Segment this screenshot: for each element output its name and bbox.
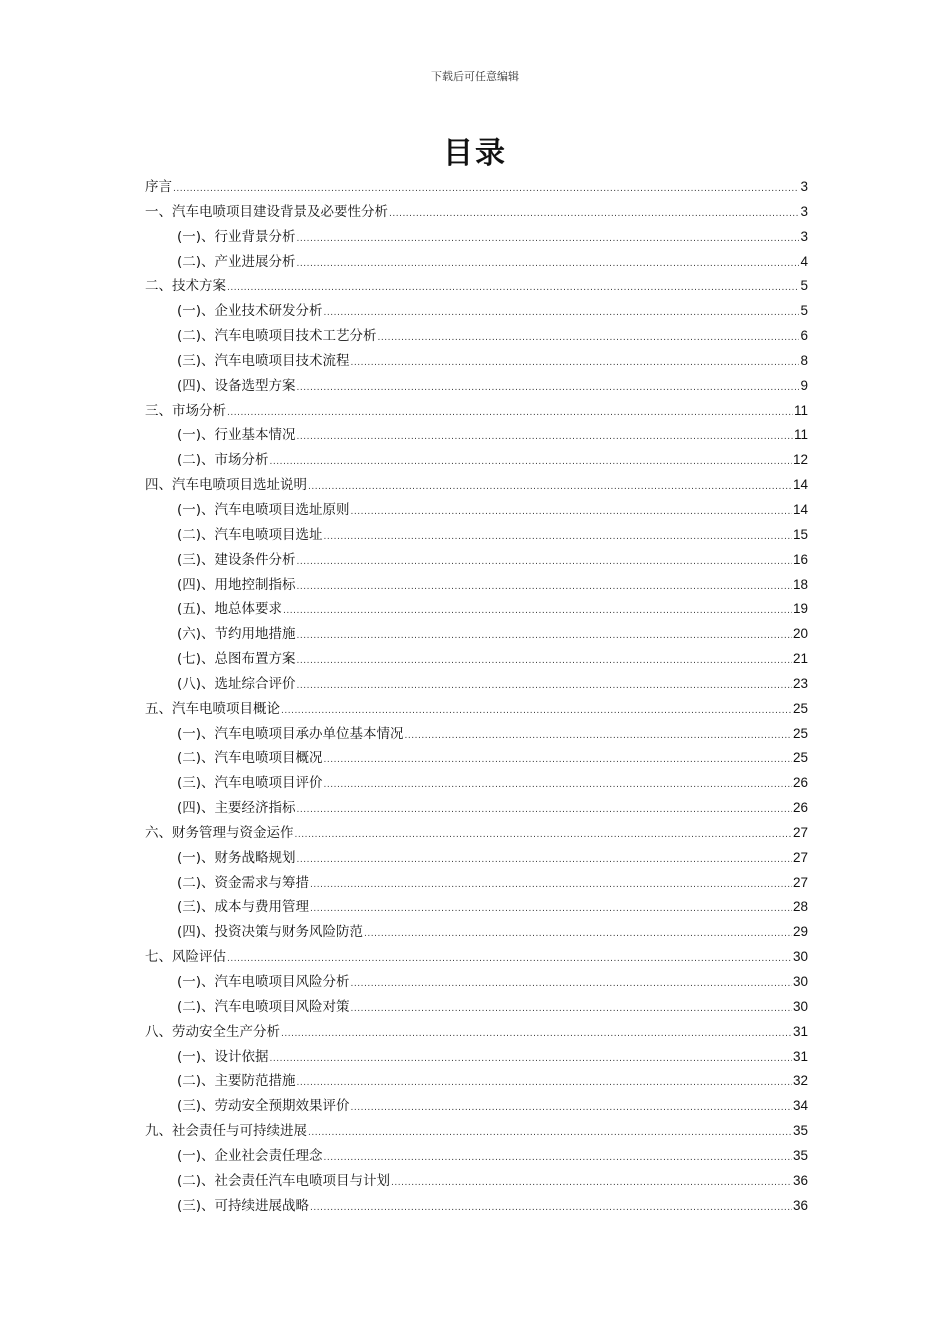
- toc-entry-page: 15: [792, 526, 808, 542]
- dot-leader: [351, 1096, 792, 1121]
- toc-entry[interactable]: [145, 1069, 808, 1094]
- toc-entry-page: 30: [792, 998, 808, 1014]
- toc-entry[interactable]: [145, 324, 808, 349]
- dot-leader: [364, 922, 792, 947]
- toc-entry-title: (一)、财务战略规划: [177, 849, 296, 866]
- toc-entry-title: (四)、主要经济指标: [177, 800, 296, 817]
- toc-entry-page: 21: [792, 651, 808, 667]
- toc-entry-title: (二)、资金需求与筹措: [177, 874, 310, 891]
- toc-entry[interactable]: [145, 498, 808, 523]
- toc-entry[interactable]: [145, 523, 808, 548]
- toc-entry-title: (二)、社会责任汽车电喷项目与计划: [177, 1172, 391, 1189]
- toc-entry[interactable]: [145, 1194, 808, 1219]
- toc-entry-title: 序言: [145, 179, 172, 195]
- toc-entry-title: (一)、行业背景分析: [177, 228, 296, 245]
- toc-entry[interactable]: [145, 796, 808, 821]
- toc-entry[interactable]: [145, 622, 808, 647]
- toc-entry-title: (三)、建设条件分析: [177, 551, 296, 568]
- toc-entry[interactable]: [145, 920, 808, 945]
- toc-entry-page: 5: [800, 303, 808, 319]
- toc-entry[interactable]: [145, 1119, 808, 1144]
- dot-leader: [227, 276, 799, 301]
- toc-entry[interactable]: [145, 945, 808, 970]
- toc-entry-page: 36: [792, 1197, 808, 1213]
- dot-leader: [297, 848, 792, 873]
- dot-leader: [297, 227, 800, 252]
- toc-entry-page: 25: [792, 725, 808, 741]
- toc-entry-title: (三)、可持续进展战略: [177, 1197, 310, 1214]
- toc-entry-page: 20: [792, 626, 808, 642]
- toc-entry-title: (五)、地总体要求: [177, 601, 283, 618]
- dot-leader: [308, 1121, 792, 1146]
- toc-entry-page: 31: [792, 1023, 808, 1039]
- dot-leader: [270, 450, 792, 475]
- dot-leader: [297, 252, 800, 277]
- dot-leader: [405, 724, 792, 749]
- toc-entry-page: 34: [792, 1098, 808, 1114]
- dot-leader: [173, 177, 799, 202]
- dot-leader: [351, 972, 792, 997]
- toc-entry-page: 18: [792, 576, 808, 592]
- toc-entry-title: 四、汽车电喷项目选址说明: [145, 477, 307, 494]
- toc-entry-title: (一)、企业社会责任理念: [177, 1147, 323, 1164]
- toc-entry[interactable]: [145, 299, 808, 324]
- dot-leader: [310, 1196, 792, 1221]
- toc-entry-title: (一)、设计依据: [177, 1048, 269, 1065]
- toc-entry[interactable]: [145, 1045, 808, 1070]
- toc-entry[interactable]: [145, 647, 808, 672]
- dot-leader: [295, 823, 792, 848]
- toc-entry-page: 16: [792, 551, 808, 567]
- toc-entry-page: 28: [792, 899, 808, 915]
- toc-entry-page: 11: [793, 402, 808, 418]
- dot-leader: [270, 1047, 792, 1072]
- toc-entry-page: 11: [793, 427, 808, 443]
- toc-entry[interactable]: [145, 374, 808, 399]
- toc-entry-title: (二)、产业进展分析: [177, 253, 296, 270]
- toc-entry[interactable]: [145, 895, 808, 920]
- toc-entry-page: 19: [792, 601, 808, 617]
- toc-entry-page: 4: [800, 253, 808, 269]
- toc-entry-title: 七、风险评估: [145, 949, 226, 966]
- toc-entry[interactable]: [145, 399, 808, 424]
- toc-entry-title: (四)、用地控制指标: [177, 576, 296, 593]
- toc-entry-page: 8: [800, 352, 808, 368]
- toc-entry-page: 35: [792, 1123, 808, 1139]
- dot-leader: [297, 624, 792, 649]
- toc-entry-title: (一)、企业技术研发分析: [177, 303, 323, 320]
- toc-entry-title: (一)、汽车电喷项目选址原则: [177, 501, 350, 518]
- toc-entry-title: (二)、汽车电喷项目概况: [177, 750, 323, 767]
- toc-entry[interactable]: [145, 548, 808, 573]
- toc-entry-title: (四)、设备选型方案: [177, 377, 296, 394]
- dot-leader: [227, 401, 793, 426]
- toc-entry[interactable]: [145, 274, 808, 299]
- toc-entry-page: 35: [792, 1147, 808, 1163]
- toc-entry-page: 26: [792, 775, 808, 791]
- toc-entry[interactable]: [145, 473, 808, 498]
- toc-entry[interactable]: [145, 250, 808, 275]
- toc-entry[interactable]: [145, 597, 808, 622]
- toc-entry-title: 二、技术方案: [145, 278, 226, 295]
- dot-leader: [297, 1071, 792, 1096]
- toc-entry-title: (二)、汽车电喷项目选址: [177, 526, 323, 543]
- dot-leader: [297, 575, 792, 600]
- toc-entry-page: 32: [792, 1073, 808, 1089]
- toc-entry[interactable]: [145, 1144, 808, 1169]
- toc-entry-title: (一)、汽车电喷项目承办单位基本情况: [177, 725, 404, 742]
- dot-leader: [297, 674, 792, 699]
- toc-entry[interactable]: [145, 821, 808, 846]
- dot-leader: [227, 947, 792, 972]
- toc-entry-page: 29: [792, 924, 808, 940]
- dot-leader: [351, 500, 792, 525]
- dot-leader: [310, 897, 792, 922]
- toc-entry[interactable]: [145, 697, 808, 722]
- toc-entry-title: (三)、汽车电喷项目评价: [177, 775, 323, 792]
- dot-leader: [297, 550, 792, 575]
- toc-entry-title: (三)、劳动安全预期效果评价: [177, 1098, 350, 1115]
- header-note: 下载后可任意编辑: [431, 70, 519, 83]
- dot-leader: [389, 202, 799, 227]
- toc-entry-page: 25: [792, 750, 808, 766]
- toc-entry-page: 27: [792, 849, 808, 865]
- toc-entry[interactable]: [145, 672, 808, 697]
- toc-entry-title: (二)、汽车电喷项目风险对策: [177, 998, 350, 1015]
- dot-leader: [324, 525, 792, 550]
- toc-entry-title: (一)、汽车电喷项目风险分析: [177, 974, 350, 990]
- toc-entry-title: (七)、总图布置方案: [177, 651, 296, 668]
- toc-entry-title: 九、社会责任与可持续进展: [145, 1123, 307, 1140]
- toc-entry[interactable]: [145, 423, 808, 448]
- toc-entry[interactable]: [145, 573, 808, 598]
- toc-entry-page: 6: [800, 328, 808, 344]
- dot-leader: [391, 1171, 792, 1196]
- dot-leader: [324, 773, 792, 798]
- toc-entry-title: (六)、节约用地措施: [177, 626, 296, 643]
- toc-entry[interactable]: [145, 1169, 808, 1194]
- toc-entry-page: 3: [800, 228, 808, 244]
- dot-leader: [308, 475, 792, 500]
- toc-entry-title: (三)、汽车电喷项目技术流程: [177, 352, 350, 369]
- dot-leader: [283, 599, 792, 624]
- page-title: 目录: [443, 136, 507, 171]
- toc-entry-page: 14: [792, 501, 808, 517]
- toc-entry[interactable]: [145, 995, 808, 1020]
- toc-entry-title: (一)、行业基本情况: [177, 427, 296, 444]
- toc-entry[interactable]: [145, 1020, 808, 1045]
- toc-entry-title: 一、汽车电喷项目建设背景及必要性分析: [145, 203, 388, 220]
- toc-entry[interactable]: [145, 871, 808, 896]
- toc-entry-page: 14: [792, 477, 808, 493]
- toc-entry-title: 三、市场分析: [145, 402, 226, 419]
- toc-entry-page: 9: [800, 377, 808, 393]
- toc-entry[interactable]: [145, 746, 808, 771]
- toc-entry[interactable]: [145, 448, 808, 473]
- toc-entry[interactable]: [145, 722, 808, 747]
- toc-entry-page: 3: [800, 179, 808, 194]
- toc-entry[interactable]: [145, 771, 808, 796]
- toc-entry-page: 5: [800, 278, 808, 294]
- toc-entry-title: 六、财务管理与资金运作: [145, 824, 294, 841]
- toc-entry-title: (二)、市场分析: [177, 452, 269, 469]
- toc-entry-page: 27: [792, 824, 808, 840]
- toc-entry-page: 23: [792, 675, 808, 691]
- toc-entry-page: 36: [792, 1172, 808, 1188]
- toc-entry-title: (四)、投资决策与财务风险防范: [177, 924, 364, 941]
- toc-entry[interactable]: [145, 349, 808, 374]
- dot-leader: [351, 351, 800, 376]
- dot-leader: [281, 699, 792, 724]
- toc-entry-title: 五、汽车电喷项目概论: [145, 700, 280, 717]
- toc-entry[interactable]: [145, 1094, 808, 1119]
- toc-entry-title: 八、劳动安全生产分析: [145, 1023, 280, 1040]
- dot-leader: [324, 748, 792, 773]
- toc-entry-title: (二)、主要防范措施: [177, 1073, 296, 1090]
- dot-leader: [297, 649, 792, 674]
- toc-entry-page: 27: [792, 874, 808, 890]
- toc-entry-title: (八)、选址综合评价: [177, 675, 296, 692]
- toc-entry[interactable]: [145, 225, 808, 250]
- toc-entry-page: 30: [792, 949, 808, 965]
- toc-entry[interactable]: [145, 175, 808, 200]
- toc-entry[interactable]: [145, 970, 808, 995]
- dot-leader: [310, 873, 792, 898]
- toc-entry-page: 12: [792, 452, 808, 468]
- toc-entry-page: 3: [800, 203, 808, 219]
- dot-leader: [351, 997, 792, 1022]
- dot-leader: [324, 1146, 792, 1171]
- dot-leader: [324, 301, 800, 326]
- dot-leader: [297, 425, 793, 450]
- toc-entry-title: (三)、成本与费用管理: [177, 899, 310, 916]
- toc-entry-page: 25: [792, 700, 808, 716]
- toc-entry-page: 26: [792, 800, 808, 816]
- toc-entry-title: (二)、汽车电喷项目技术工艺分析: [177, 328, 377, 345]
- toc-entry-page: 30: [792, 974, 808, 989]
- toc-entry[interactable]: [145, 200, 808, 225]
- dot-leader: [297, 376, 800, 401]
- dot-leader: [297, 798, 792, 823]
- table-of-contents: [145, 175, 808, 1218]
- toc-entry-page: 31: [792, 1048, 808, 1064]
- dot-leader: [378, 326, 800, 351]
- dot-leader: [281, 1022, 792, 1047]
- toc-entry[interactable]: [145, 846, 808, 871]
